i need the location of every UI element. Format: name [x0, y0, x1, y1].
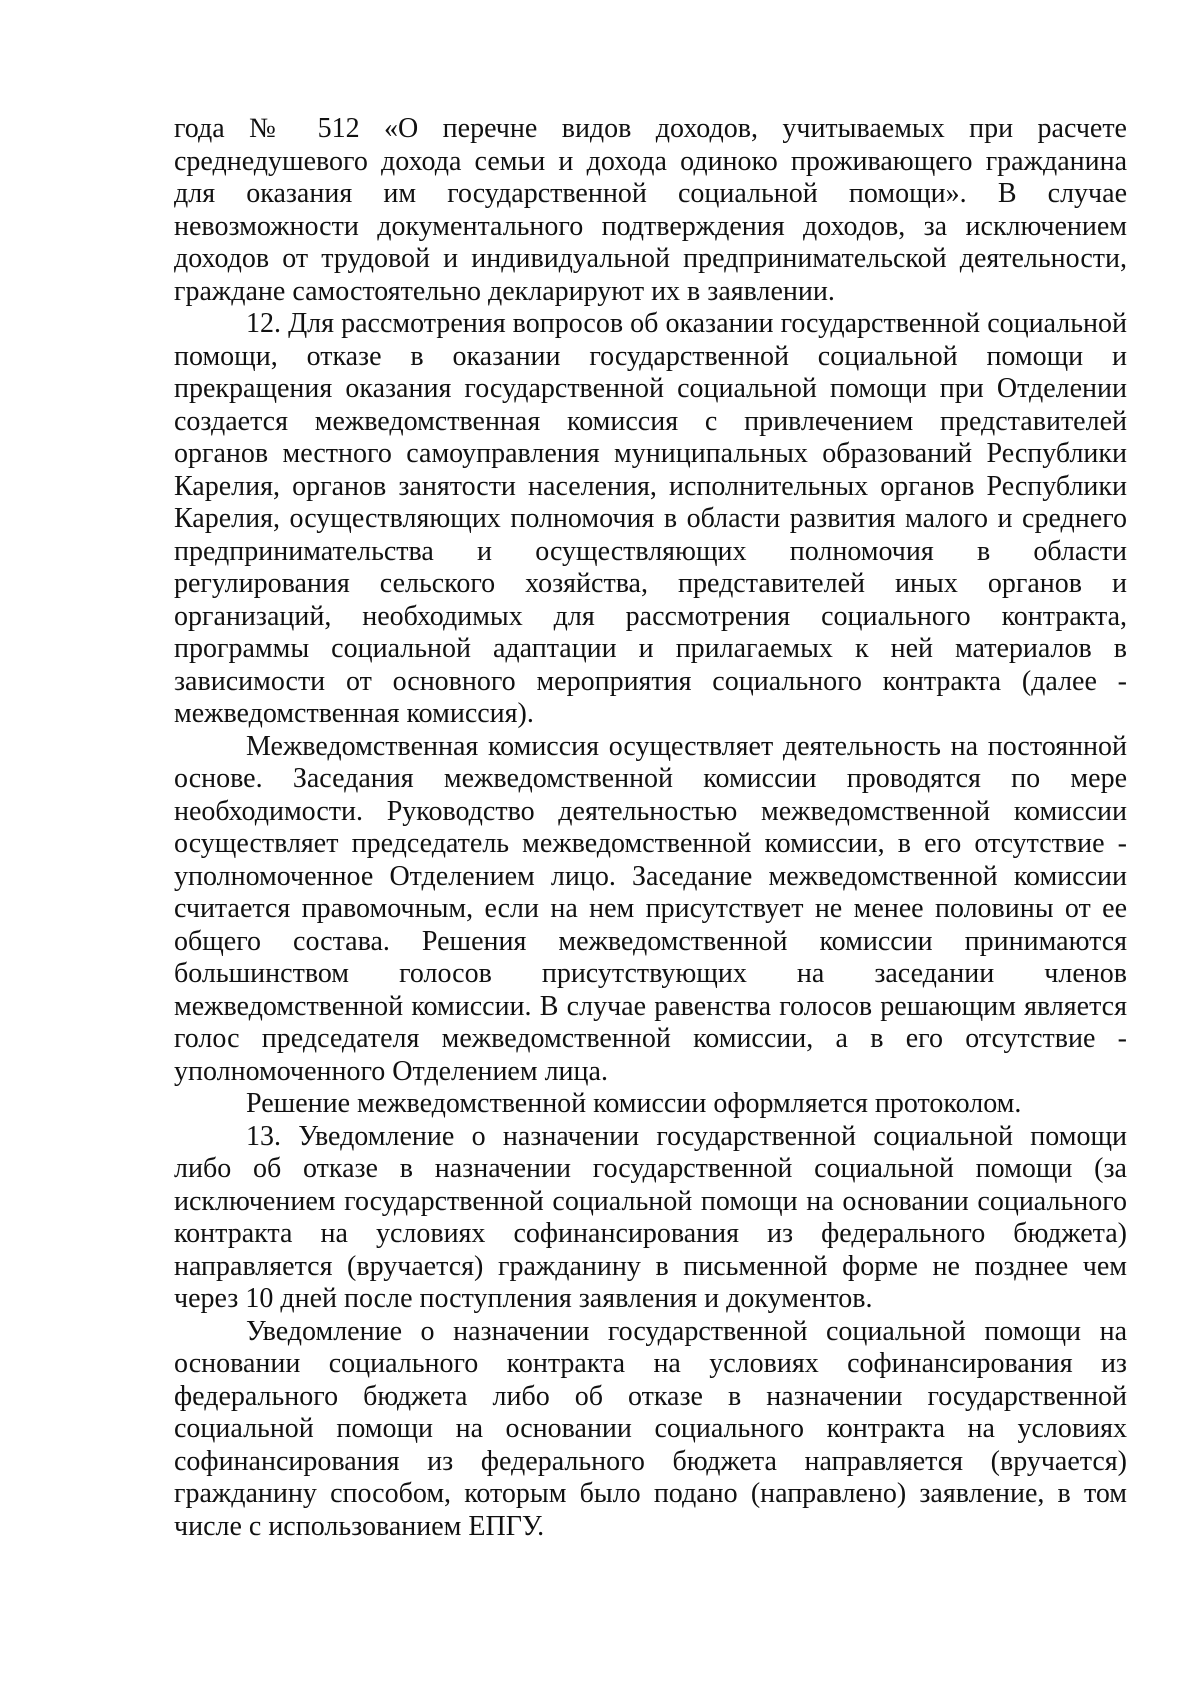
paragraph-13-notification: 13. Уведомление о назначении государственной социальной помощи либо об отказе в назначении государственной социальной помощи (за исключением государственной социальной помощи на основании социального контракта на условиях софинансирования из федерального бюджета) направляется (вручается) гражданину в письменной форме не позднее чем через 10 дней после поступления заявления и документов.	[174, 1120, 1127, 1314]
document-body	[174, 113, 1127, 1543]
paragraph-commission-protocol: Решение межведомственной комиссии оформляется протоколом.	[246, 1088, 1022, 1119]
paragraph-notification-federal: Уведомление о назначении государственной социальной помощи на основании социального контракта на условиях софинансирования из федерального бюджета либо об отказе в назначении государственной социальной помощи на основании социального контракта на условиях софинансирования из федерального бюджета направляется (вручается) гражданину способом, которым было подано (направлено) заявление, в том числе с использованием ЕПГУ.	[174, 1315, 1127, 1542]
paragraph-12-commission: 12. Для рассмотрения вопросов об оказании государственной социальной помощи, отказе в оказании государственной социальной помощи и прекращения оказания государственной социальной помощи при Отделении создается межведомственная комиссия с привлечением представителей органов местного самоуправления муниципальных образований Республики Карелия, органов занятости населения, исполнительных органов Республики Карелия, осуществляющих полномочия в области развития малого и среднего предпринимательства и осуществляющих полномочия в области регулирования сельского хозяйства, представителей иных органов и организаций, необходимых для рассмотрения социального контракта, программы социальной адаптации и прилагаемых к ней материалов в зависимости от основного мероприятия социального контракта (далее - межведомственная комиссия).	[174, 308, 1127, 729]
paragraph-income-declaration: года № 512 «О перечне видов доходов, учитываемых при расчете среднедушевого дохода семьи и дохода одиноко проживающего гражданина для оказания им государственной социальной помощи». В случае невозможности документального подтверждения доходов, за исключением доходов от трудовой и индивидуальной предпринимательской деятельности, граждане самостоятельно декларируют их в заявлении.	[174, 113, 1127, 307]
paragraph-commission-activity: Межведомственная комиссия осуществляет деятельность на постоянной основе. Заседания межведомственной комиссии проводятся по мере необходимости. Руководство деятельностью межведомственной комиссии осуществляет председатель межведомственной комиссии, в его отсутствие - уполномоченное Отделением лицо. Заседание межведомственной комиссии считается правомочным, если на нем присутствует не менее половины от ее общего состава. Решения межведомственной комиссии принимаются большинством голосов присутствующих на заседании членов межведомственной комиссии. В случае равенства голосов решающим является голос председателя межведомственной комиссии, а в его отсутствие - уполномоченного Отделением лица.	[174, 730, 1127, 1087]
